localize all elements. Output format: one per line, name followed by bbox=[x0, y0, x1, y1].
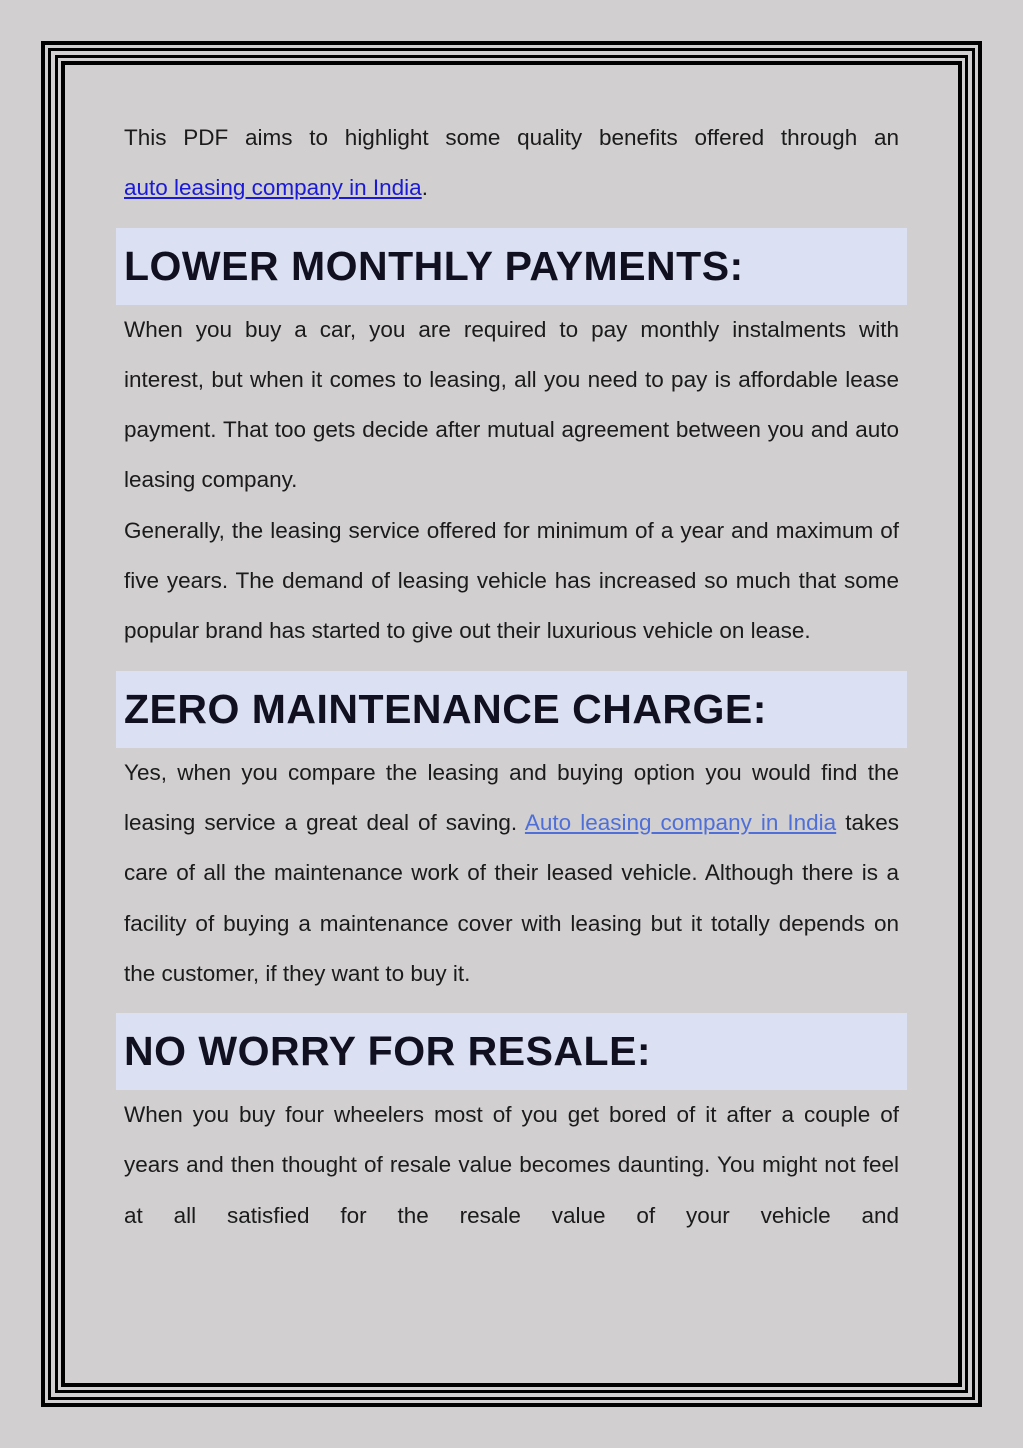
section-3-paragraph: When you buy four wheelers most of you get bored of it after a couple of years and then thought of resale value becomes daunting. You might not feel at all satisfied for the resale value of your vehicle and bbox=[124, 1102, 899, 1228]
section-2-paragraph bbox=[124, 748, 899, 999]
document-body bbox=[124, 113, 899, 1241]
section-2-link[interactable]: Auto leasing company in India bbox=[524, 809, 837, 835]
intro-after-link: . bbox=[421, 175, 428, 201]
intro-paragraph-line2 bbox=[124, 163, 899, 213]
intro-paragraph bbox=[124, 113, 899, 163]
heading-no-worry-for-resale: NO WORRY FOR RESALE: bbox=[116, 1013, 907, 1090]
intro-link[interactable]: auto leasing company in India bbox=[124, 175, 422, 201]
section-1-paragraph-2: Generally, the leasing service offered for minimum of a year and maximum of five years. The demand of leasing vehicle has increased so much that some popular brand has started to give out their luxurious vehicle on lease. bbox=[124, 517, 899, 644]
heading-zero-maintenance-charge: ZERO MAINTENANCE CHARGE: bbox=[116, 671, 907, 748]
heading-lower-monthly-payments: LOWER MONTHLY PAYMENTS: bbox=[116, 228, 907, 305]
section-2-text-before-link: Yes, when you compare the leasing and buying option you would find the leasing service a great deal of saving. bbox=[124, 759, 899, 835]
intro-text: This PDF aims to highlight some quality benefits offered through an bbox=[124, 125, 899, 150]
section-2-text-after-link: takes care of all the maintenance work of their leased vehicle. Although there is a facility of buying a maintenance cover with leasing but it totally depends on the customer, if they want to buy it. bbox=[124, 809, 899, 986]
section-1-paragraph-1: When you buy a car, you are required to pay monthly instalments with interest, but when it comes to leasing, all you need to pay is affordable lease payment. That too gets decide after mutual agreement between you and auto leasing company. bbox=[124, 316, 899, 493]
